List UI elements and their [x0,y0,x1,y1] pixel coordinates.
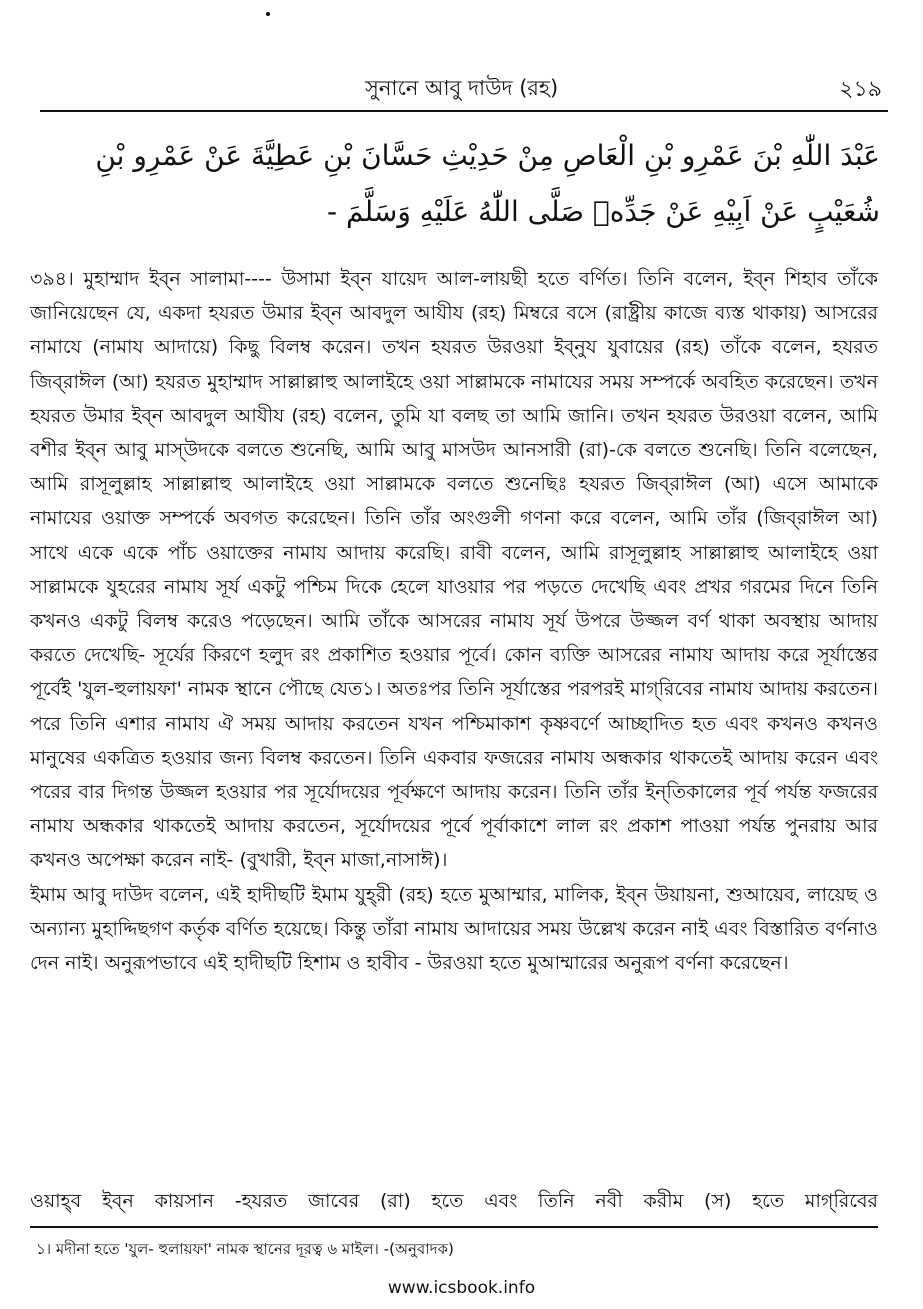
page-header [40,68,888,112]
hadith-paragraph: ৩৯৪। মুহাম্মাদ ইব্‌ন সালামা---- উসামা ইব্‌ন যায়েদ আল-লায়ছী হতে বর্ণিত। তিনি বলেন, ইব্‌ন শিহাব তাঁকে জানিয়েছেন যে, একদা হযরত উমার ইব্‌ন আবদুল আযীয (রহ) মিম্বরে বসে (রাষ্ট্রীয় কাজে ব্যস্ত থাকায়) আসরের নামাযে (নামায আদায়ে) কিছু বিলম্ব করেন। তখন হযরত উরওয়া ইব্‌নুয যুবায়ের (রহ) তাঁকে বলেন, হযরত জিব্‌রাঈল (আ) হযরত মুহাম্মাদ সাল্লাল্লাহু আলাইহে ওয়া সাল্লামকে নামাযের সময় সম্পর্কে অবহিত করেছেন। তখন হযরত উমার ইব্‌ন আবদুল আযীয (রহ) বলেন, তুমি যা বলছ তা আমি জানি। তখন হযরত উরওয়া বলেন, আমি বশীর ইব্‌ন আবু মাস্‌উদকে বলতে শুনেছি, আমি আবু মাসউদ আনসারী (রা)-কে বলতে শুনেছি। তিনি বলেছেন, আমি রাসূলুল্লাহ সাল্লাল্লাহু আলাইহে ওয়া সাল্লামকে বলতে শুনেছিঃ হযরত জিব্‌রাঈল (আ) এসে আমাকে নামাযের ওয়াক্ত সম্পর্কে অবগত করেছেন। তিনি তাঁর অংগুলী গণনা করে বলেন, আমি তাঁর (জিব্‌রাঈল আ) সাথে একে একে পাঁচ ওয়াক্তের নামায আদায় করেছি। রাবী বলেন, আমি রাসূলুল্লাহ সাল্লাল্লাহু আলাইহে ওয়া সাল্লামকে যুহরের নামায সূর্য একটু পশ্চিম দিকে হেলে যাওয়ার পর পড়তে দেখেছি এবং প্রখর গরমের দিনে তিনি কখনও একটু বিলম্ব করেও পড়েছেন। আমি তাঁকে আসরের নামায সূর্য উপরে উজ্জল বর্ণ থাকা অবস্থায় আদায় করতে দেখেছি- সূর্যের কিরণে হলুদ রং প্রকাশিত হওয়ার পূর্বে। কোন ব্যক্তি আসরের নামায আদায় করে সূর্যাস্তের পূর্বেই 'যুল-হুলায়ফা' নামক স্থানে পৌছে যেত১। অতঃপর তিনি সূর্যাস্তের পরপরই মাগ্‌রিবের নামায আদায় করতেন। পরে তিনি এশার নামায ঐ সময় আদায় করতেন যখন পশ্চিমাকাশ কৃষ্ণবর্ণে আচ্ছাদিত হত এবং কখনও কখনও মানুষের একত্রিত হওয়ার জন্য বিলম্ব করতেন। তিনি একবার ফজরের নামায অন্ধকার থাকতেই আদায় করেন এবং পরের বার দিগন্ত উজ্জল হওয়ার পর সূর্যোদয়ের পূর্বক্ষণে আদায় করেন। তিনি তাঁর ইন্‌তিকালের পূর্ব পর্যন্ত ফজরের নামায অন্ধকার থাকতেই আদায় করতেন, সূর্যোদয়ের পূর্বে পূর্বাকাশে লাল রং প্রকাশ পাওয়া পর্যন্ত পুনরায় আর কখনও অপেক্ষা করেন নাই- (বুখারী, ইব্‌ন মাজা,নাসাঈ)। [30,268,878,872]
running-title: সুনানে আবু দাউদ (রহ) [365,76,559,100]
footnote: ১। মদীনা হতে 'যুল- হুলায়ফা' নামক স্থানের দূরত্ব ৬ মাইল। -(অনুবাদক) [36,1240,454,1258]
footnote-divider [30,1226,878,1228]
body-text [30,262,878,980]
commentary-paragraph: ইমাম আবু দাউদ বলেন, এই হাদীছটি ইমাম যুহ্‌রী (রহ) হতে মুআম্মার, মালিক, ইব্‌ন উয়ায়না, শুআয়েব, লায়েছ ও অন্যান্য মুহাদ্দিছগণ কর্তৃক বর্ণিত হয়েছে। কিন্তু তাঁরা নামায আদায়ের সময় উল্লেখ করেন নাই এবং বিস্তারিত বর্ণনাও দেন নাই। অনুরূপভাবে এই হাদীছটি হিশাম ও হাবীব - উরওয়া হতে মুআম্মারের অনুরূপ বর্ণনা করেছেন। [30,883,878,975]
arabic-hadith-text: عَبْدَ اللّٰهِ بْنَ عَمْرِو بْنِ الْعَاصِ مِنْ حَدِيْثِ حَسَّانَ بْنِ عَطِيَّةَ عَنْ عَمْرِو بْنِ شُعَيْبٍ عَنْ اَبِيْهِ عَنْ جَدِّهٖ صَلَّى اللّٰهُ عَلَيْهِ وَسَلَّمَ - [95,139,880,228]
continuation-line: ওয়াহ্‌ব ইব্‌ন কায়সান -হযরত জাবের (রা) হতে এবং তিনি নবী করীম (স) হতে মাগ্‌রিবের [30,1190,878,1212]
page-number: ২১৯ [839,77,882,102]
ink-speck [266,12,270,16]
source-url: www.icsbook.info [387,1278,536,1298]
